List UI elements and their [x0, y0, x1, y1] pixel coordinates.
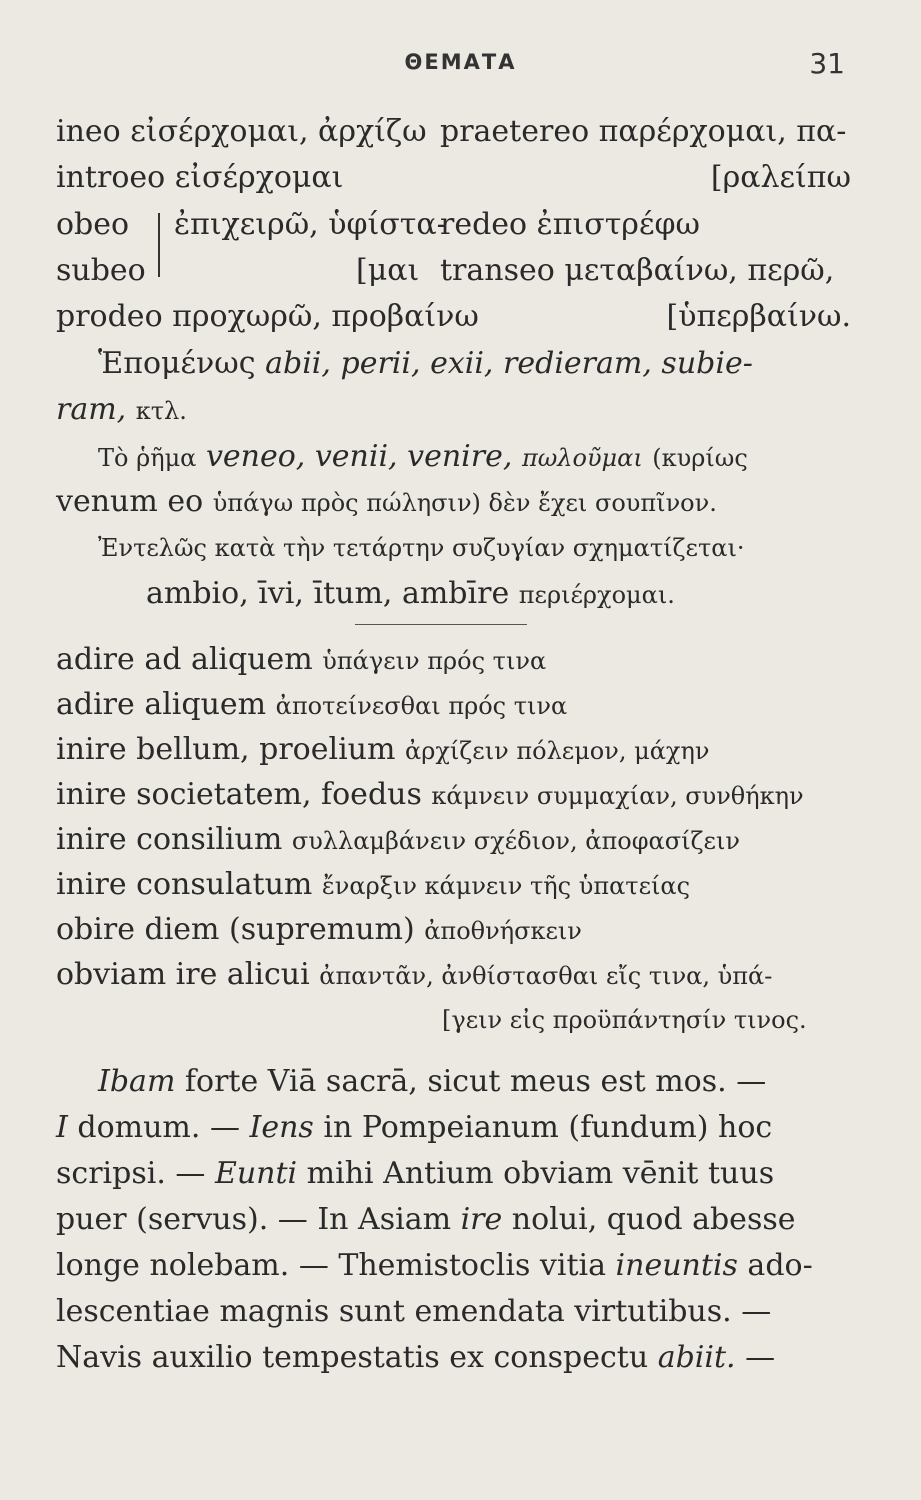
note1-form: exii,	[430, 346, 494, 381]
note1-line-1	[98, 344, 851, 384]
phrase-continuation: [γειν εἰς προϋπάντησίν τινος.	[442, 1006, 807, 1034]
verb-subeo: subeo	[56, 253, 146, 288]
phrase-greek: ἀπαντᾶν, ἀνθίστασθαι εἴς τινα, ὑπά-	[319, 962, 773, 990]
verb-line-1	[56, 112, 851, 152]
note1-form: perii,	[340, 346, 421, 381]
note2-line-2	[56, 482, 851, 523]
section-divider	[355, 624, 527, 625]
example-text: mihi Antium obviam vēnit tuus	[297, 1156, 775, 1191]
example-text: puer (servus). — In Asiam	[56, 1202, 461, 1237]
example-text: ado-	[737, 1248, 813, 1283]
verb-line-3	[56, 205, 851, 245]
phrase-latin: inire consilium	[56, 822, 283, 857]
phrase-row	[56, 685, 851, 726]
note3-greek: περιέρχομαι.	[518, 581, 675, 609]
phrase-greek: ἀποτείνεσθαι πρός τινα	[275, 692, 568, 720]
phrase-latin: adire aliquem	[56, 687, 267, 722]
phrase-greek: κάμνειν συμμαχίαν, συνθήκην	[431, 782, 804, 810]
example-text: domum. —	[67, 1110, 250, 1145]
example-text: scripsi. —	[56, 1156, 215, 1191]
page-number: 31	[809, 47, 845, 80]
phrase-latin: inire consulatum	[56, 867, 313, 902]
example-text: —	[735, 1340, 776, 1375]
note1-form: ram,	[56, 392, 127, 427]
note2-latin: venum eo	[56, 484, 204, 519]
note3-line-1: Ἐντελῶς κατὰ τὴν τετάρτην συζυγίαν σχηματίζεται·	[98, 534, 745, 562]
note1-line-2	[56, 390, 851, 431]
example-emph: Ibam	[98, 1064, 176, 1099]
verb-praetereo-cont: [ραλείπω	[710, 160, 851, 195]
phrase-latin: inire bellum, proelium	[56, 732, 396, 767]
phrase-greek: συλλαμβάνειν σχέδιον, ἀποφασίζειν	[291, 827, 740, 855]
phrase-row	[56, 775, 851, 816]
phrase-row	[56, 910, 851, 951]
example-text: forte Viā sacrā, sicut meus est mos. —	[175, 1064, 767, 1099]
verb-praetereo: praetereo παρέρχομαι, πα-	[440, 114, 847, 149]
example-line-4	[56, 1200, 851, 1240]
example-line-1	[98, 1062, 851, 1102]
example-emph: ire	[460, 1202, 503, 1237]
example-text: nolui, quod abesse	[502, 1202, 796, 1237]
verb-introeo: introeo εἰσέρχομαι	[56, 160, 344, 195]
note2-text: Τὸ ῥῆμα	[98, 444, 197, 472]
note2-greek: πωλοῦμαι	[521, 444, 643, 472]
phrase-latin: obviam ire alicui	[56, 957, 310, 992]
example-line-2	[56, 1108, 851, 1148]
example-line-7	[56, 1338, 851, 1378]
phrase-latin: obire diem (supremum)	[56, 912, 415, 947]
note1-text: κτλ.	[135, 397, 187, 425]
verb-line-2	[56, 158, 851, 198]
example-emph: ineuntis	[615, 1248, 738, 1283]
note1-text: Ἑπομένως	[98, 346, 256, 381]
note1-form: redieram,	[503, 346, 652, 381]
example-text: in Pompeianum (fundum) hoc	[313, 1110, 773, 1145]
note2-greek: ὑπάγω πρὸς πώλησιν) δὲν ἔχει σουπῖνον.	[212, 489, 717, 517]
verb-subeo-cont: [μαι	[356, 253, 420, 288]
phrase-greek: ὑπάγειν πρός τινα	[322, 647, 547, 675]
example-emph: Iens	[249, 1110, 314, 1145]
example-text: longe nolebam. — Themistoclis vitia	[56, 1248, 616, 1283]
phrase-row	[56, 820, 851, 861]
verb-obeo: obeo	[56, 207, 130, 242]
phrase-row	[56, 730, 851, 771]
phrase-row	[56, 640, 851, 681]
phrase-greek: ἀποθνήσκειν	[424, 917, 582, 945]
verb-line-5	[56, 297, 851, 337]
phrase-latin: adire ad aliquem	[56, 642, 313, 677]
note2-line-1	[98, 437, 851, 478]
phrase-greek: ἔναρξιν κάμνειν τῆς ὑπατείας	[321, 872, 691, 900]
phrase-row	[56, 865, 851, 906]
verb-redeo: redeo ἐπιστρέφω	[440, 207, 700, 242]
verb-transeo-cont: [ὑπερβαίνω.	[666, 299, 851, 334]
note1-form: subie-	[661, 346, 753, 381]
note2-forms: veneo, venii, venire,	[205, 439, 513, 474]
running-header: ΘΕΜΑΤΑ	[404, 50, 517, 74]
example-text: Navis auxilio tempestatis ex conspectu	[56, 1340, 658, 1375]
verb-line-4	[56, 251, 851, 291]
verb-transeo: transeo μεταβαίνω, περῶ,	[440, 253, 835, 288]
note2-text: (κυρίως	[652, 444, 748, 472]
verb-obeo-greek: ἐπιχειρῶ, ὑφίστα-	[174, 207, 447, 242]
note3-line-2	[146, 574, 851, 615]
example-emph: I	[56, 1110, 68, 1145]
verb-ineo: ineo εἰσέρχομαι, ἀρχίζω	[56, 114, 427, 149]
phrase-latin: inire societatem, foedus	[56, 777, 422, 812]
example-line-6: lescentiae magnis sunt emendata virtutibus. —	[56, 1294, 772, 1329]
example-line-5	[56, 1246, 851, 1286]
note3-latin: ambio, īvi, ītum, ambīre	[146, 576, 510, 611]
example-emph: abiit.	[657, 1340, 736, 1375]
verb-prodeo: prodeo προχωρῶ, προβαίνω	[56, 299, 479, 334]
example-emph: Eunti	[214, 1156, 298, 1191]
example-line-3	[56, 1154, 851, 1194]
phrase-row	[56, 955, 851, 996]
note1-form: abii,	[265, 346, 331, 381]
phrase-greek: ἀρχίζειν πόλεμον, μάχην	[405, 737, 710, 765]
